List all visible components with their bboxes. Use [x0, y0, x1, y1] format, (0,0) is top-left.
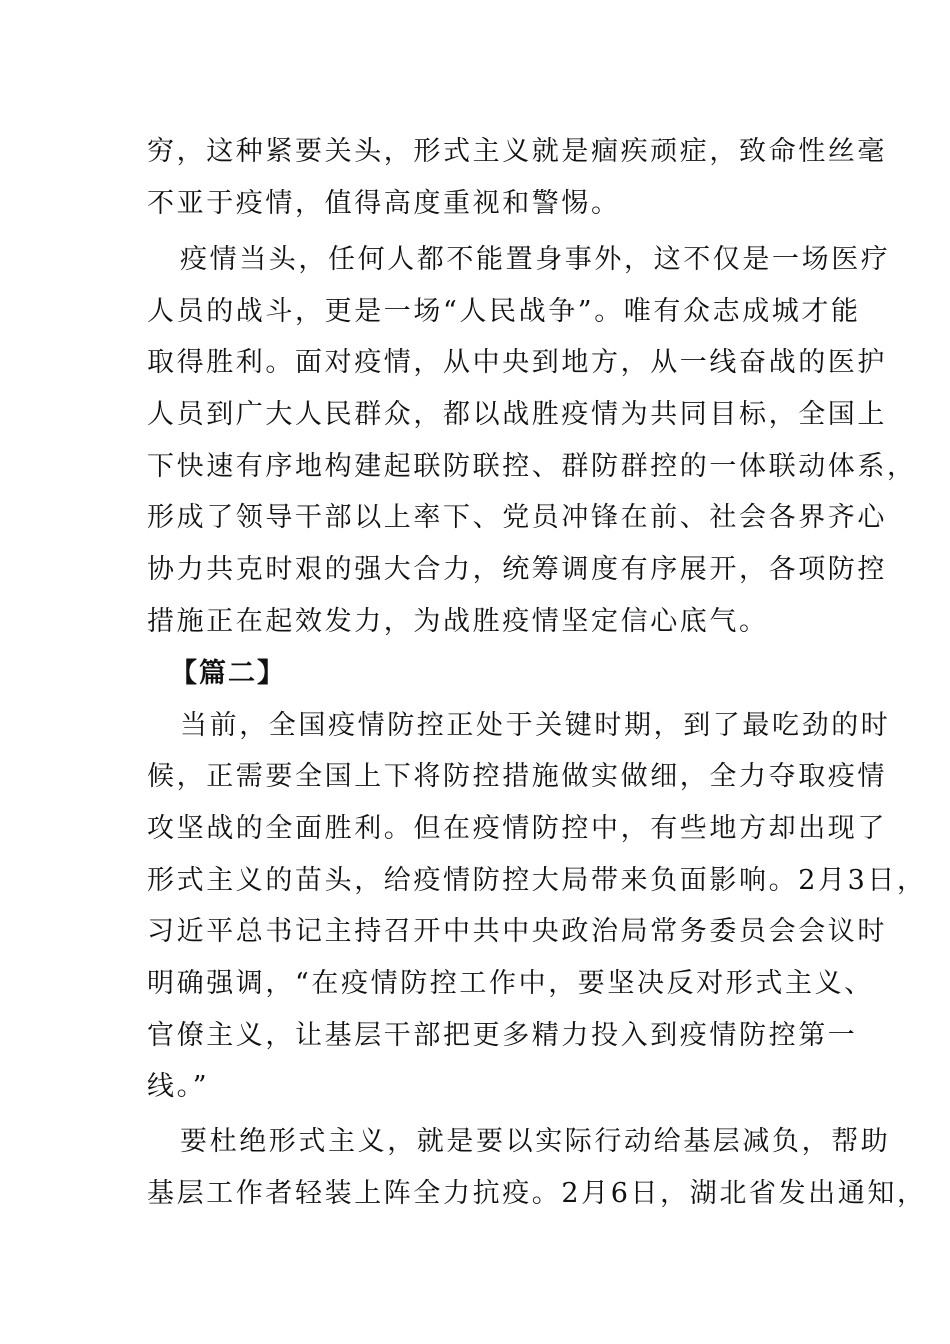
text-line: 下快速有序地构建起联防联控、群防群控的一体联动体系， — [147, 451, 917, 482]
text-line: 取得胜利。面对疫情，从中央到地方，从一线奋战的医护 — [147, 347, 887, 378]
text-line: 形成了领导干部以上率下、党员冲锋在前、社会各界齐心 — [147, 502, 887, 533]
text-line: 攻坚战的全面胜利。但在疫情防控中，有些地方却出现了 — [147, 813, 887, 844]
text-line: 习近平总书记主持召开中共中央政治局常务委员会会议时 — [147, 916, 887, 947]
text-line: 明确强调，“在疫情防控工作中，要坚决反对形式主义、 — [147, 968, 874, 999]
text-line: 官僚主义，让基层干部把更多精力投入到疫情防控第一 — [147, 1020, 858, 1051]
text-line: 穷，这种紧要关头，形式主义就是痼疾顽症，致命性丝毫 — [147, 136, 887, 167]
text-line: 候，正需要全国上下将防控措施做实做细，全力夺取疫情 — [147, 761, 887, 792]
text-line: 人员的战斗，更是一场“人民战争”。唯有众志成城才能 — [147, 296, 861, 327]
text-line: 形式主义的苗头，给疫情防控大局带来负面影响。2月3日， — [147, 865, 927, 896]
text-line: 线。” — [147, 1071, 210, 1102]
paragraph-start-line: 当前，全国疫情防控正处于关键时期，到了最吃劲的时 — [180, 710, 891, 741]
section-heading: 【篇二】 — [170, 658, 286, 689]
text-line: 协力共克时艰的强大合力，统筹调度有序展开，各项防控 — [147, 554, 887, 585]
text-line: 人员到广大人民群众，都以战胜疫情为共同目标，全国上 — [147, 399, 887, 430]
text-line: 基层工作者轻装上阵全力抗疫。2月6日，湖北省发出通知， — [147, 1178, 927, 1209]
text-line: 不亚于疫情，值得高度重视和警惕。 — [147, 188, 621, 219]
text-line: 措施正在起效发力，为战胜疫情坚定信心底气。 — [147, 606, 769, 637]
paragraph-start-line: 疫情当头，任何人都不能置身事外，这不仅是一场医疗 — [180, 244, 891, 275]
paragraph-start-line: 要杜绝形式主义，就是要以实际行动给基层减负，帮助 — [180, 1126, 891, 1157]
